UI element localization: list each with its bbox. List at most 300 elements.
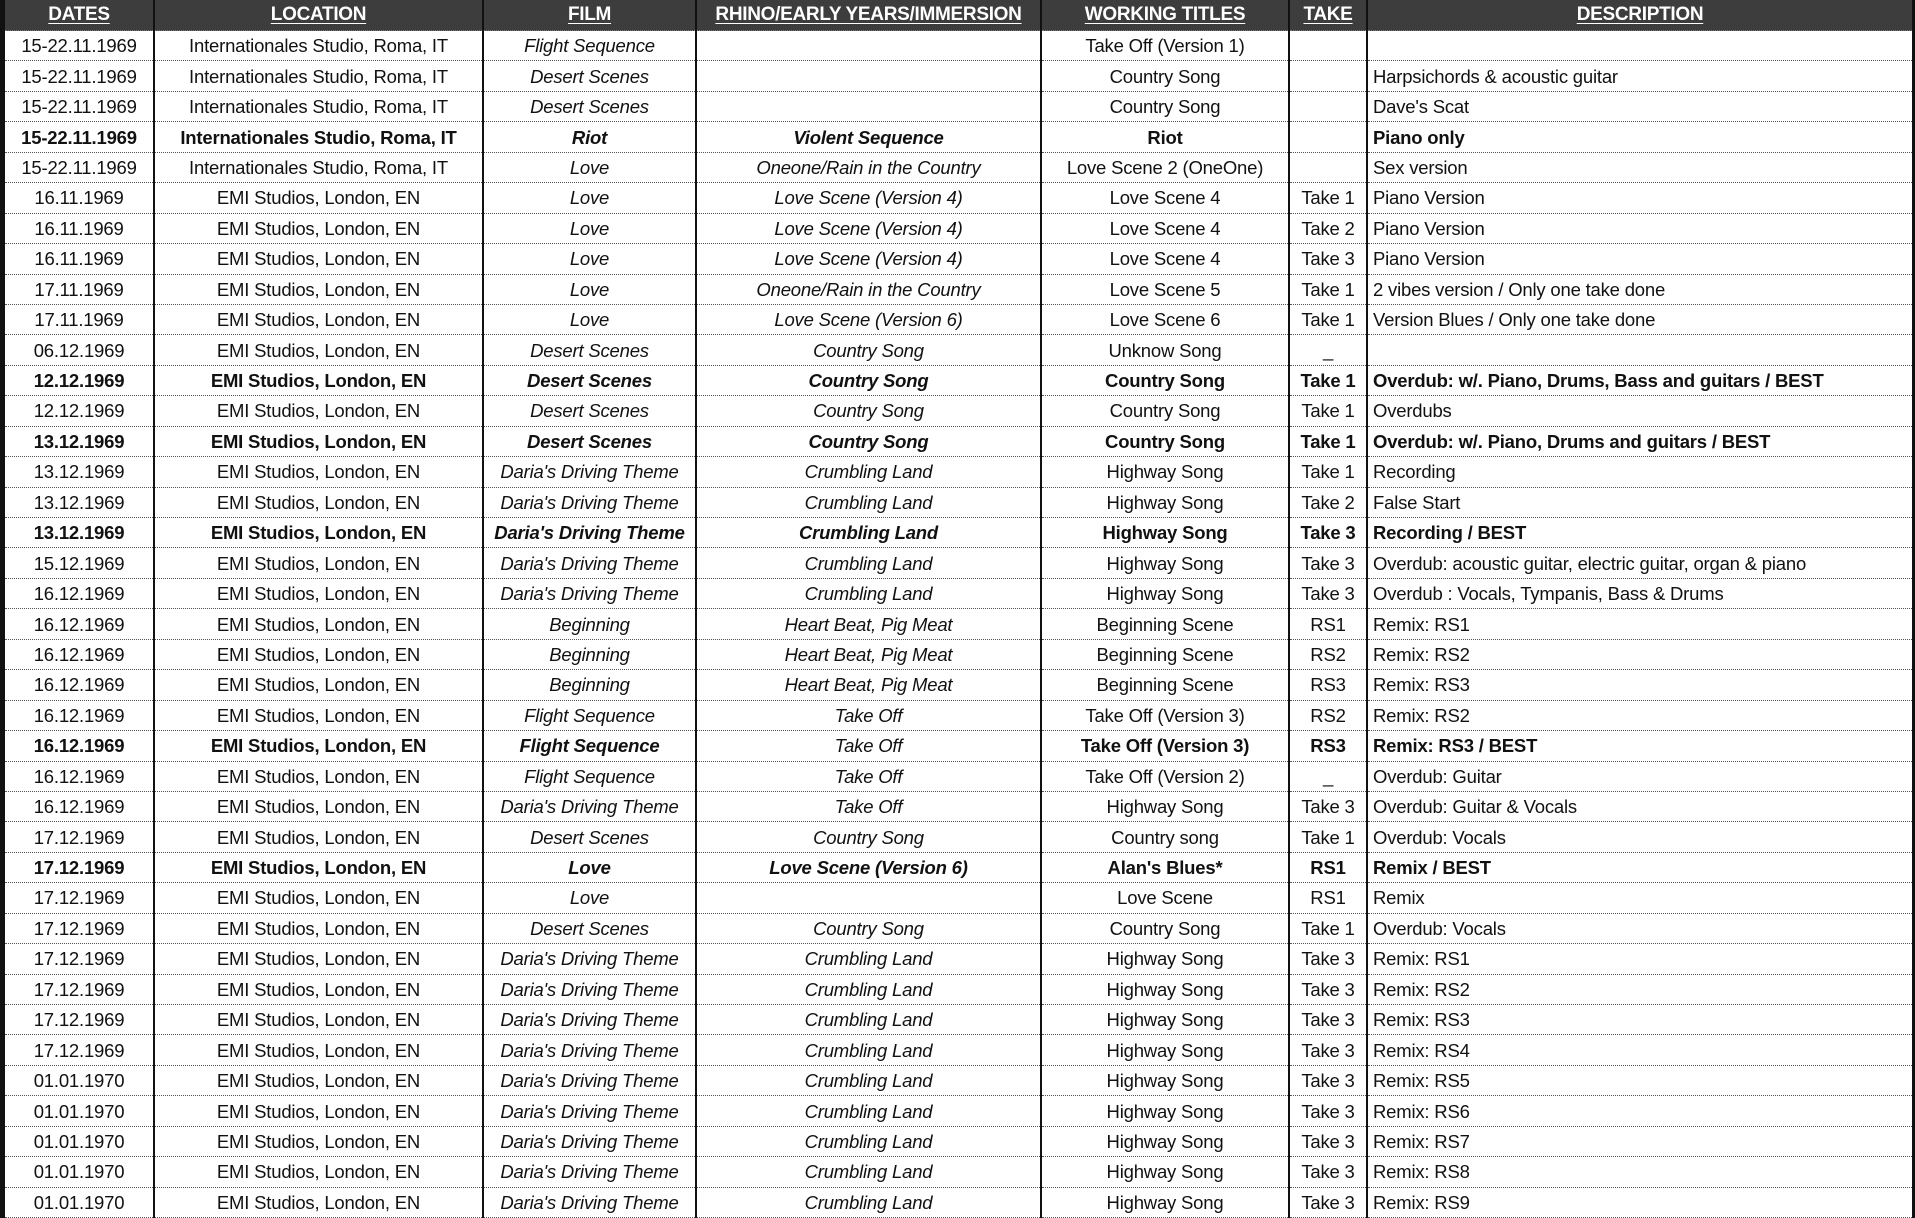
cell-take[interactable] [1289, 91, 1367, 121]
cell-location[interactable]: EMI Studios, London, EN [154, 609, 483, 639]
cell-location[interactable]: EMI Studios, London, EN [154, 548, 483, 578]
cell-rhino[interactable]: Crumbling Land [696, 1157, 1041, 1187]
cell-rhino[interactable]: Country Song [696, 396, 1041, 426]
cell-date[interactable]: 13.12.1969 [4, 457, 154, 487]
cell-working-title[interactable]: Highway Song [1041, 791, 1289, 821]
cell-film[interactable]: Flight Sequence [483, 761, 696, 791]
cell-rhino[interactable]: Crumbling Land [696, 1187, 1041, 1217]
cell-date[interactable]: 17.12.1969 [4, 883, 154, 913]
table-row[interactable] [4, 913, 1913, 943]
cell-film[interactable]: Daria's Driving Theme [483, 1065, 696, 1095]
cell-rhino[interactable]: Country Song [696, 335, 1041, 365]
cell-location[interactable]: EMI Studios, London, EN [154, 1126, 483, 1156]
cell-film[interactable]: Flight Sequence [483, 31, 696, 61]
cell-working-title[interactable]: Highway Song [1041, 457, 1289, 487]
cell-film[interactable]: Desert Scenes [483, 61, 696, 91]
table-row[interactable] [4, 731, 1913, 761]
cell-description[interactable] [1367, 335, 1913, 365]
cell-rhino[interactable]: Crumbling Land [696, 548, 1041, 578]
cell-working-title[interactable]: Highway Song [1041, 487, 1289, 517]
cell-rhino[interactable] [696, 883, 1041, 913]
cell-film[interactable]: Daria's Driving Theme [483, 457, 696, 487]
cell-film[interactable]: Desert Scenes [483, 913, 696, 943]
cell-description[interactable]: Remix: RS2 [1367, 700, 1913, 730]
table-row[interactable] [4, 700, 1913, 730]
cell-film[interactable]: Daria's Driving Theme [483, 1096, 696, 1126]
cell-location[interactable]: EMI Studios, London, EN [154, 883, 483, 913]
cell-rhino[interactable]: Crumbling Land [696, 457, 1041, 487]
table-row[interactable] [4, 670, 1913, 700]
cell-description[interactable]: Remix: RS5 [1367, 1065, 1913, 1095]
cell-date[interactable]: 17.11.1969 [4, 274, 154, 304]
cell-rhino[interactable]: Violent Sequence [696, 122, 1041, 152]
cell-film[interactable]: Riot [483, 122, 696, 152]
cell-working-title[interactable]: Country song [1041, 822, 1289, 852]
cell-take[interactable]: Take 2 [1289, 213, 1367, 243]
cell-rhino[interactable]: Crumbling Land [696, 944, 1041, 974]
cell-location[interactable]: EMI Studios, London, EN [154, 791, 483, 821]
cell-rhino[interactable]: Country Song [696, 365, 1041, 395]
cell-take[interactable]: RS2 [1289, 639, 1367, 669]
cell-date[interactable]: 13.12.1969 [4, 518, 154, 548]
cell-take[interactable]: Take 1 [1289, 365, 1367, 395]
table-row[interactable] [4, 822, 1913, 852]
cell-date[interactable]: 12.12.1969 [4, 365, 154, 395]
cell-rhino[interactable]: Heart Beat, Pig Meat [696, 670, 1041, 700]
table-row[interactable] [4, 122, 1913, 152]
cell-film[interactable]: Daria's Driving Theme [483, 578, 696, 608]
cell-date[interactable]: 01.01.1970 [4, 1096, 154, 1126]
cell-rhino[interactable]: Crumbling Land [696, 1005, 1041, 1035]
cell-location[interactable]: EMI Studios, London, EN [154, 670, 483, 700]
table-row[interactable] [4, 487, 1913, 517]
cell-date[interactable]: 12.12.1969 [4, 396, 154, 426]
table-row[interactable] [4, 883, 1913, 913]
column-header-dates[interactable] [4, 0, 154, 31]
cell-working-title[interactable]: Highway Song [1041, 1187, 1289, 1217]
cell-working-title[interactable]: Love Scene 2 (OneOne) [1041, 152, 1289, 182]
cell-rhino[interactable]: Take Off [696, 700, 1041, 730]
cell-location[interactable]: EMI Studios, London, EN [154, 244, 483, 274]
cell-location[interactable]: EMI Studios, London, EN [154, 700, 483, 730]
cell-date[interactable]: 16.11.1969 [4, 213, 154, 243]
table-row[interactable] [4, 213, 1913, 243]
cell-location[interactable]: EMI Studios, London, EN [154, 396, 483, 426]
cell-take[interactable]: Take 2 [1289, 487, 1367, 517]
table-row[interactable] [4, 518, 1913, 548]
cell-rhino[interactable]: Love Scene (Version 4) [696, 244, 1041, 274]
cell-rhino[interactable]: Oneone/Rain in the Country [696, 274, 1041, 304]
cell-working-title[interactable]: Love Scene 4 [1041, 213, 1289, 243]
cell-film[interactable]: Desert Scenes [483, 396, 696, 426]
cell-description[interactable]: Overdub: Guitar [1367, 761, 1913, 791]
cell-take[interactable]: Take 3 [1289, 1157, 1367, 1187]
cell-take[interactable]: Take 3 [1289, 1065, 1367, 1095]
cell-location[interactable]: Internationales Studio, Roma, IT [154, 152, 483, 182]
cell-film[interactable]: Beginning [483, 639, 696, 669]
cell-rhino[interactable]: Crumbling Land [696, 1126, 1041, 1156]
cell-working-title[interactable]: Highway Song [1041, 518, 1289, 548]
cell-take[interactable]: Take 3 [1289, 1005, 1367, 1035]
cell-description[interactable]: False Start [1367, 487, 1913, 517]
cell-working-title[interactable]: Love Scene 6 [1041, 304, 1289, 334]
cell-working-title[interactable]: Highway Song [1041, 1096, 1289, 1126]
cell-location[interactable]: EMI Studios, London, EN [154, 365, 483, 395]
cell-location[interactable]: EMI Studios, London, EN [154, 944, 483, 974]
cell-working-title[interactable]: Highway Song [1041, 578, 1289, 608]
cell-location[interactable]: EMI Studios, London, EN [154, 578, 483, 608]
cell-take[interactable]: _ [1289, 335, 1367, 365]
cell-take[interactable]: Take 1 [1289, 426, 1367, 456]
cell-take[interactable]: Take 1 [1289, 304, 1367, 334]
cell-location[interactable]: EMI Studios, London, EN [154, 335, 483, 365]
cell-working-title[interactable]: Love Scene [1041, 883, 1289, 913]
cell-film[interactable]: Flight Sequence [483, 700, 696, 730]
cell-location[interactable]: Internationales Studio, Roma, IT [154, 122, 483, 152]
cell-working-title[interactable]: Take Off (Version 2) [1041, 761, 1289, 791]
cell-rhino[interactable]: Love Scene (Version 6) [696, 304, 1041, 334]
cell-date[interactable]: 16.12.1969 [4, 731, 154, 761]
cell-film[interactable]: Desert Scenes [483, 335, 696, 365]
cell-take[interactable]: Take 3 [1289, 1096, 1367, 1126]
cell-film[interactable]: Beginning [483, 609, 696, 639]
cell-date[interactable]: 15-22.11.1969 [4, 91, 154, 121]
cell-rhino[interactable]: Country Song [696, 822, 1041, 852]
cell-film[interactable]: Love [483, 852, 696, 882]
cell-date[interactable]: 16.12.1969 [4, 639, 154, 669]
cell-take[interactable]: RS3 [1289, 731, 1367, 761]
cell-date[interactable]: 17.12.1969 [4, 852, 154, 882]
cell-working-title[interactable]: Love Scene 5 [1041, 274, 1289, 304]
cell-working-title[interactable]: Highway Song [1041, 974, 1289, 1004]
cell-rhino[interactable]: Oneone/Rain in the Country [696, 152, 1041, 182]
cell-film[interactable]: Daria's Driving Theme [483, 487, 696, 517]
cell-location[interactable]: EMI Studios, London, EN [154, 518, 483, 548]
cell-film[interactable]: Daria's Driving Theme [483, 1035, 696, 1065]
cell-description[interactable]: Overdub: Guitar & Vocals [1367, 791, 1913, 821]
table-row[interactable] [4, 335, 1913, 365]
cell-take[interactable]: Take 3 [1289, 1187, 1367, 1217]
cell-location[interactable]: Internationales Studio, Roma, IT [154, 31, 483, 61]
cell-description[interactable]: Remix: RS1 [1367, 944, 1913, 974]
cell-description[interactable]: Sex version [1367, 152, 1913, 182]
cell-take[interactable]: Take 3 [1289, 244, 1367, 274]
cell-date[interactable]: 16.12.1969 [4, 761, 154, 791]
cell-take[interactable]: Take 1 [1289, 183, 1367, 213]
cell-date[interactable]: 15-22.11.1969 [4, 31, 154, 61]
cell-film[interactable]: Daria's Driving Theme [483, 1005, 696, 1035]
cell-date[interactable]: 16.12.1969 [4, 609, 154, 639]
table-row[interactable] [4, 61, 1913, 91]
cell-working-title[interactable]: Highway Song [1041, 1065, 1289, 1095]
cell-film[interactable]: Daria's Driving Theme [483, 1126, 696, 1156]
cell-description[interactable]: Piano only [1367, 122, 1913, 152]
cell-description[interactable]: Overdub: w/. Piano, Drums, Bass and guitars / BEST [1367, 365, 1913, 395]
cell-description[interactable]: Overdubs [1367, 396, 1913, 426]
cell-date[interactable]: 17.12.1969 [4, 944, 154, 974]
column-header-rhino[interactable] [696, 0, 1041, 31]
cell-date[interactable]: 17.12.1969 [4, 974, 154, 1004]
table-row[interactable] [4, 91, 1913, 121]
cell-film[interactable]: Love [483, 274, 696, 304]
cell-film[interactable]: Daria's Driving Theme [483, 974, 696, 1004]
cell-film[interactable]: Love [483, 304, 696, 334]
cell-rhino[interactable]: Crumbling Land [696, 974, 1041, 1004]
cell-working-title[interactable]: Country Song [1041, 396, 1289, 426]
cell-working-title[interactable]: Beginning Scene [1041, 609, 1289, 639]
cell-date[interactable]: 01.01.1970 [4, 1065, 154, 1095]
cell-description[interactable]: Piano Version [1367, 213, 1913, 243]
cell-film[interactable]: Daria's Driving Theme [483, 1157, 696, 1187]
column-header-description[interactable] [1367, 0, 1913, 31]
table-row[interactable] [4, 274, 1913, 304]
cell-rhino[interactable]: Crumbling Land [696, 1065, 1041, 1095]
cell-date[interactable]: 17.12.1969 [4, 1005, 154, 1035]
cell-description[interactable]: Recording [1367, 457, 1913, 487]
cell-description[interactable]: Remix / BEST [1367, 852, 1913, 882]
cell-description[interactable]: Remix [1367, 883, 1913, 913]
cell-location[interactable]: EMI Studios, London, EN [154, 426, 483, 456]
cell-rhino[interactable]: Country Song [696, 426, 1041, 456]
cell-description[interactable]: Remix: RS3 / BEST [1367, 731, 1913, 761]
table-row[interactable] [4, 639, 1913, 669]
cell-take[interactable] [1289, 122, 1367, 152]
cell-date[interactable]: 01.01.1970 [4, 1187, 154, 1217]
cell-working-title[interactable]: Highway Song [1041, 1157, 1289, 1187]
table-row[interactable] [4, 944, 1913, 974]
cell-description[interactable]: Remix: RS8 [1367, 1157, 1913, 1187]
cell-description[interactable]: Overdub: Vocals [1367, 913, 1913, 943]
cell-description[interactable]: Dave's Scat [1367, 91, 1913, 121]
cell-location[interactable]: EMI Studios, London, EN [154, 487, 483, 517]
cell-location[interactable]: EMI Studios, London, EN [154, 822, 483, 852]
cell-rhino[interactable] [696, 61, 1041, 91]
cell-take[interactable]: RS1 [1289, 852, 1367, 882]
cell-working-title[interactable]: Highway Song [1041, 944, 1289, 974]
cell-date[interactable]: 15-22.11.1969 [4, 61, 154, 91]
cell-take[interactable] [1289, 31, 1367, 61]
cell-date[interactable]: 13.12.1969 [4, 426, 154, 456]
cell-rhino[interactable]: Crumbling Land [696, 518, 1041, 548]
cell-location[interactable]: EMI Studios, London, EN [154, 1096, 483, 1126]
cell-working-title[interactable]: Take Off (Version 1) [1041, 31, 1289, 61]
cell-rhino[interactable]: Love Scene (Version 4) [696, 213, 1041, 243]
table-row[interactable] [4, 31, 1913, 61]
cell-working-title[interactable]: Take Off (Version 3) [1041, 731, 1289, 761]
cell-location[interactable]: Internationales Studio, Roma, IT [154, 91, 483, 121]
cell-description[interactable]: Overdub : Vocals, Tympanis, Bass & Drums [1367, 578, 1913, 608]
cell-rhino[interactable]: Crumbling Land [696, 1096, 1041, 1126]
table-row[interactable] [4, 426, 1913, 456]
cell-description[interactable]: Remix: RS2 [1367, 639, 1913, 669]
cell-location[interactable]: EMI Studios, London, EN [154, 731, 483, 761]
cell-date[interactable]: 17.12.1969 [4, 913, 154, 943]
cell-description[interactable]: Remix: RS6 [1367, 1096, 1913, 1126]
column-header-take[interactable] [1289, 0, 1367, 31]
cell-location[interactable]: EMI Studios, London, EN [154, 213, 483, 243]
cell-take[interactable]: Take 3 [1289, 1035, 1367, 1065]
cell-rhino[interactable]: Take Off [696, 791, 1041, 821]
cell-film[interactable]: Love [483, 244, 696, 274]
cell-working-title[interactable]: Highway Song [1041, 1005, 1289, 1035]
cell-take[interactable]: Take 3 [1289, 974, 1367, 1004]
cell-working-title[interactable]: Country Song [1041, 365, 1289, 395]
cell-working-title[interactable]: Highway Song [1041, 548, 1289, 578]
cell-location[interactable]: EMI Studios, London, EN [154, 304, 483, 334]
cell-date[interactable]: 17.11.1969 [4, 304, 154, 334]
table-row[interactable] [4, 1157, 1913, 1187]
cell-film[interactable]: Daria's Driving Theme [483, 1187, 696, 1217]
cell-take[interactable]: _ [1289, 761, 1367, 791]
cell-rhino[interactable] [696, 91, 1041, 121]
cell-rhino[interactable]: Crumbling Land [696, 1035, 1041, 1065]
table-row[interactable] [4, 1065, 1913, 1095]
cell-working-title[interactable]: Beginning Scene [1041, 639, 1289, 669]
table-row[interactable] [4, 974, 1913, 1004]
cell-location[interactable]: EMI Studios, London, EN [154, 457, 483, 487]
cell-working-title[interactable]: Country Song [1041, 91, 1289, 121]
cell-working-title[interactable]: Take Off (Version 3) [1041, 700, 1289, 730]
cell-working-title[interactable]: Highway Song [1041, 1126, 1289, 1156]
column-header-working-titles[interactable] [1041, 0, 1289, 31]
table-row[interactable] [4, 852, 1913, 882]
cell-working-title[interactable]: Highway Song [1041, 1035, 1289, 1065]
cell-take[interactable] [1289, 61, 1367, 91]
cell-film[interactable]: Desert Scenes [483, 365, 696, 395]
cell-date[interactable]: 06.12.1969 [4, 335, 154, 365]
cell-description[interactable] [1367, 31, 1913, 61]
column-header-location[interactable] [154, 0, 483, 31]
cell-working-title[interactable]: Riot [1041, 122, 1289, 152]
cell-description[interactable]: Remix: RS3 [1367, 1005, 1913, 1035]
cell-description[interactable]: Overdub: Vocals [1367, 822, 1913, 852]
table-row[interactable] [4, 1126, 1913, 1156]
cell-date[interactable]: 16.11.1969 [4, 244, 154, 274]
cell-date[interactable]: 15.12.1969 [4, 548, 154, 578]
cell-rhino[interactable]: Love Scene (Version 6) [696, 852, 1041, 882]
table-row[interactable] [4, 1035, 1913, 1065]
cell-film[interactable]: Desert Scenes [483, 426, 696, 456]
cell-rhino[interactable]: Heart Beat, Pig Meat [696, 609, 1041, 639]
cell-film[interactable]: Beginning [483, 670, 696, 700]
cell-description[interactable]: 2 vibes version / Only one take done [1367, 274, 1913, 304]
cell-film[interactable]: Love [483, 213, 696, 243]
cell-description[interactable]: Remix: RS2 [1367, 974, 1913, 1004]
cell-date[interactable]: 16.11.1969 [4, 183, 154, 213]
table-row[interactable] [4, 578, 1913, 608]
cell-film[interactable]: Daria's Driving Theme [483, 944, 696, 974]
table-row[interactable] [4, 1096, 1913, 1126]
cell-date[interactable]: 01.01.1970 [4, 1157, 154, 1187]
cell-date[interactable]: 16.12.1969 [4, 670, 154, 700]
cell-take[interactable]: Take 3 [1289, 578, 1367, 608]
table-row[interactable] [4, 304, 1913, 334]
cell-date[interactable]: 17.12.1969 [4, 822, 154, 852]
cell-date[interactable]: 13.12.1969 [4, 487, 154, 517]
cell-description[interactable]: Overdub: w/. Piano, Drums and guitars / BEST [1367, 426, 1913, 456]
table-row[interactable] [4, 791, 1913, 821]
cell-take[interactable]: Take 1 [1289, 457, 1367, 487]
cell-take[interactable]: Take 1 [1289, 822, 1367, 852]
cell-take[interactable]: RS2 [1289, 700, 1367, 730]
cell-description[interactable]: Remix: RS9 [1367, 1187, 1913, 1217]
table-row[interactable] [4, 1187, 1913, 1217]
cell-working-title[interactable]: Country Song [1041, 426, 1289, 456]
cell-take[interactable]: RS3 [1289, 670, 1367, 700]
cell-date[interactable]: 15-22.11.1969 [4, 152, 154, 182]
cell-description[interactable]: Recording / BEST [1367, 518, 1913, 548]
cell-rhino[interactable]: Take Off [696, 731, 1041, 761]
cell-film[interactable]: Desert Scenes [483, 822, 696, 852]
table-row[interactable] [4, 396, 1913, 426]
cell-film[interactable]: Desert Scenes [483, 91, 696, 121]
cell-location[interactable]: EMI Studios, London, EN [154, 639, 483, 669]
cell-description[interactable]: Remix: RS7 [1367, 1126, 1913, 1156]
cell-description[interactable]: Version Blues / Only one take done [1367, 304, 1913, 334]
table-row[interactable] [4, 761, 1913, 791]
cell-take[interactable]: RS1 [1289, 883, 1367, 913]
cell-film[interactable]: Love [483, 183, 696, 213]
cell-date[interactable]: 15-22.11.1969 [4, 122, 154, 152]
cell-rhino[interactable] [696, 31, 1041, 61]
cell-film[interactable]: Daria's Driving Theme [483, 518, 696, 548]
cell-take[interactable]: Take 3 [1289, 1126, 1367, 1156]
table-row[interactable] [4, 457, 1913, 487]
cell-take[interactable]: Take 3 [1289, 944, 1367, 974]
cell-location[interactable]: EMI Studios, London, EN [154, 974, 483, 1004]
cell-working-title[interactable]: Country Song [1041, 913, 1289, 943]
table-row[interactable] [4, 183, 1913, 213]
cell-take[interactable]: Take 1 [1289, 396, 1367, 426]
cell-location[interactable]: EMI Studios, London, EN [154, 274, 483, 304]
cell-description[interactable]: Remix: RS3 [1367, 670, 1913, 700]
cell-description[interactable]: Piano Version [1367, 183, 1913, 213]
cell-rhino[interactable]: Crumbling Land [696, 578, 1041, 608]
cell-working-title[interactable]: Love Scene 4 [1041, 244, 1289, 274]
cell-rhino[interactable]: Country Song [696, 913, 1041, 943]
cell-location[interactable]: EMI Studios, London, EN [154, 1065, 483, 1095]
cell-film[interactable]: Daria's Driving Theme [483, 791, 696, 821]
cell-rhino[interactable]: Heart Beat, Pig Meat [696, 639, 1041, 669]
cell-film[interactable]: Love [483, 152, 696, 182]
cell-location[interactable]: EMI Studios, London, EN [154, 1187, 483, 1217]
cell-location[interactable]: Internationales Studio, Roma, IT [154, 61, 483, 91]
cell-date[interactable]: 17.12.1969 [4, 1035, 154, 1065]
cell-date[interactable]: 01.01.1970 [4, 1126, 154, 1156]
cell-location[interactable]: EMI Studios, London, EN [154, 1005, 483, 1035]
table-row[interactable] [4, 244, 1913, 274]
cell-location[interactable]: EMI Studios, London, EN [154, 1035, 483, 1065]
cell-take[interactable]: Take 3 [1289, 791, 1367, 821]
cell-rhino[interactable]: Love Scene (Version 4) [696, 183, 1041, 213]
cell-location[interactable]: EMI Studios, London, EN [154, 913, 483, 943]
cell-take[interactable]: Take 1 [1289, 913, 1367, 943]
cell-description[interactable]: Remix: RS4 [1367, 1035, 1913, 1065]
cell-description[interactable]: Harpsichords & acoustic guitar [1367, 61, 1913, 91]
cell-location[interactable]: EMI Studios, London, EN [154, 852, 483, 882]
table-row[interactable] [4, 152, 1913, 182]
cell-location[interactable]: EMI Studios, London, EN [154, 761, 483, 791]
cell-location[interactable]: EMI Studios, London, EN [154, 1157, 483, 1187]
column-header-film[interactable] [483, 0, 696, 31]
cell-rhino[interactable]: Crumbling Land [696, 487, 1041, 517]
cell-working-title[interactable]: Country Song [1041, 61, 1289, 91]
cell-date[interactable]: 16.12.1969 [4, 578, 154, 608]
cell-description[interactable]: Remix: RS1 [1367, 609, 1913, 639]
cell-working-title[interactable]: Alan's Blues* [1041, 852, 1289, 882]
cell-date[interactable]: 16.12.1969 [4, 791, 154, 821]
cell-date[interactable]: 16.12.1969 [4, 700, 154, 730]
